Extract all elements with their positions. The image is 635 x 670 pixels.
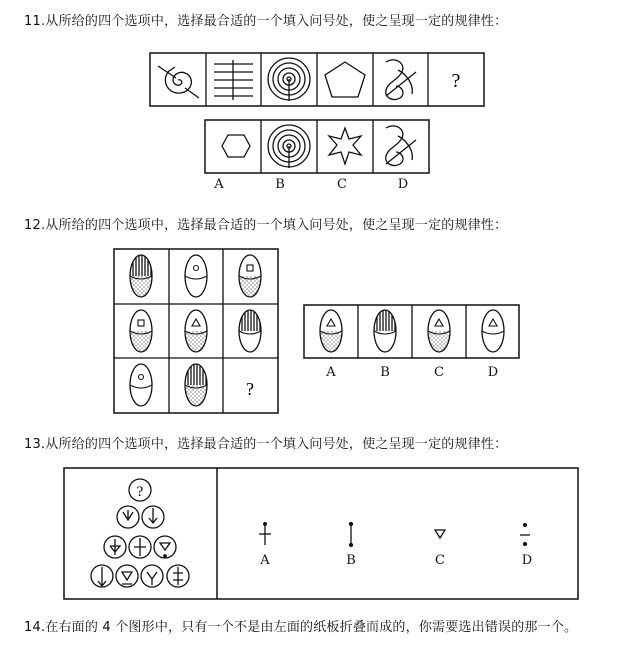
q12-oval-figures [130,255,504,406]
concentric-circles-icon [268,58,310,101]
q13-option-c-label: C [435,553,445,568]
star-icon [329,128,361,164]
q13-option-a-label: A [260,553,270,568]
question-13-number: 13. [24,437,46,452]
oval-figure [374,310,396,352]
question-14-number: 14. [24,620,46,635]
q13-option-a-symbol [259,523,271,545]
q13-option-d-symbol [520,524,530,546]
oval-figure [320,310,342,352]
oval-figure [130,364,152,406]
q12-option-d-label: D [487,365,499,380]
q11-sequence-row [150,53,484,106]
oval-figure [130,310,152,352]
parallel-lines-icon [214,60,253,100]
q13-option-c-symbol [435,530,445,538]
q12-option-c-label: C [434,365,444,380]
q12-option-a-label: A [326,365,336,380]
q11-option-b-label: B [275,177,285,192]
q11-option-d-label: D [397,177,409,192]
oval-figure [239,255,261,297]
q13-question-mark: ? [136,484,144,500]
oval-figure [239,310,261,352]
q13-option-b-symbol [350,523,353,547]
concentric-circles-icon [268,125,310,168]
q11-question-mark: ? [451,70,461,92]
question-12-number: 12. [24,218,46,233]
q13-option-d-label: D [521,553,533,568]
hexagon-icon [222,135,250,157]
question-13-text: 从所给的四个选项中，选择最合适的一个填入问号处，使之呈现一定的规律性： [45,437,508,452]
scribble-icon [386,126,416,166]
oval-figure [185,310,207,352]
q12-option-b-label: B [380,365,390,380]
q12-question-mark: ? [246,379,254,399]
oval-figure [428,310,450,352]
q11-option-a-label: A [214,177,224,192]
oval-figure [185,364,207,406]
spiral-icon [158,66,199,98]
oval-figure [185,255,207,297]
oval-figure [482,310,504,352]
question-11-number: 11. [24,14,46,29]
pentagon-icon [325,62,365,97]
q13-options [259,523,530,547]
question-11-text: 从所给的四个选项中，选择最合适的一个填入问号处，使之呈现一定的规律性： [45,14,508,29]
q11-option-c-label: C [337,177,347,192]
q11-options-row [205,120,429,173]
scribble-icon [386,60,416,100]
question-14-text: 在右面的 4 个图形中，只有一个不是由左面的纸板折叠而成的，你需要选出错误的那一个。 [45,620,578,635]
q13-option-b-label: B [346,553,356,568]
question-12-text: 从所给的四个选项中，选择最合适的一个填入问号处，使之呈现一定的规律性： [45,218,508,233]
oval-figure [130,255,152,297]
